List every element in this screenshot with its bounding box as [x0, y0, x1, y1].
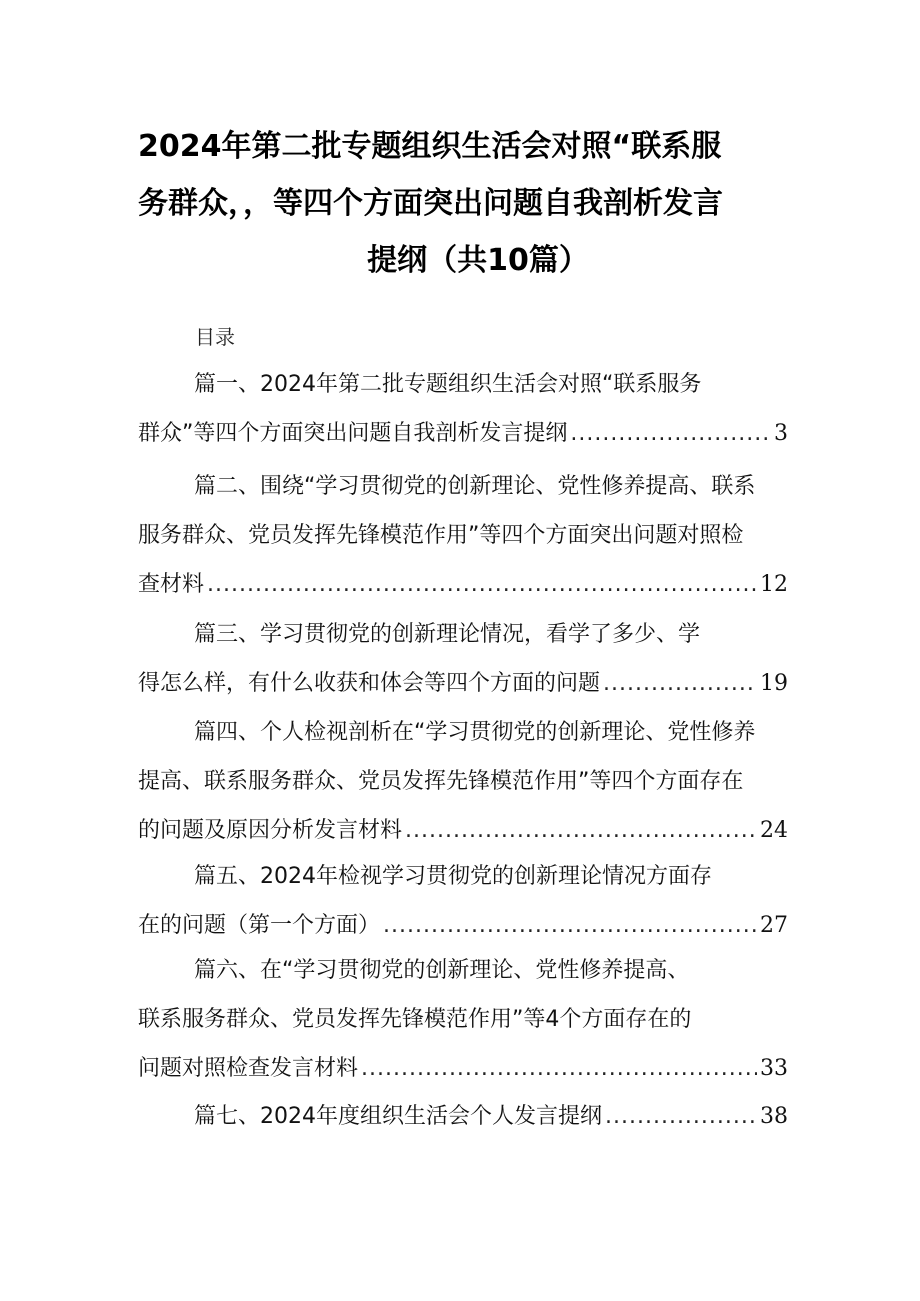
toc-heading: 目录 [195, 325, 235, 349]
title-line-2: 务群众，，等四个方面突出问题自我剖析发言 [138, 186, 723, 221]
toc-entry-text: 在的问题（第一个方面） [138, 913, 381, 938]
toc-entry-text: 篇二、围绕“学习贯彻党的创新理论、党性修养提高、联系 [194, 474, 756, 499]
toc-entry-text: 篇五、2024年检视学习贯彻党的创新理论情况方面存 [194, 864, 712, 889]
page-number: 3 [774, 421, 788, 446]
leader-dots [383, 901, 757, 950]
toc-entry-last-line [138, 901, 788, 950]
toc-entry-last-line [138, 1044, 788, 1093]
page-number: 24 [760, 818, 788, 843]
toc-entry-2[interactable] [138, 462, 788, 609]
page-number: 33 [760, 1056, 788, 1081]
page-number: 38 [760, 1104, 788, 1129]
toc-entry-text: 篇一、2024年第二批专题组织生活会对照“联系服务 [194, 372, 702, 397]
toc-entry-text: 联系服务群众、党员发挥先锋模范作用”等4个方面存在的 [138, 1007, 692, 1032]
leader-dots [207, 560, 757, 609]
toc-entry-text: 群众”等四个方面突出问题自我剖析发言提纲 [138, 421, 568, 446]
toc-entry-text: 提高、联系服务群众、党员发挥先锋模范作用”等四个方面存在 [138, 769, 744, 794]
leader-dots [605, 1092, 757, 1141]
leader-dots [603, 659, 757, 708]
toc-entry-7[interactable] [138, 1092, 788, 1141]
toc-entry-last-line [138, 806, 788, 855]
toc-entry-text: 篇七、2024年度组织生活会个人发言提纲 [194, 1104, 602, 1129]
toc-entry-6[interactable] [138, 946, 788, 1093]
title-line-1: 2024年第二批专题组织生活会对照“联系服 [138, 129, 722, 164]
toc-entry-text: 的问题及原因分析发言材料 [138, 818, 403, 843]
toc-entry-last-line [138, 409, 788, 458]
page-number: 27 [760, 913, 788, 938]
toc-entry-text: 篇三、学习贯彻党的创新理论情况，看学了多少、学 [194, 622, 701, 647]
title-line-3: 提纲（共10篇） [367, 243, 589, 278]
toc-entry-3[interactable] [138, 610, 788, 708]
leader-dots [570, 409, 771, 458]
toc-entry-last-line [138, 659, 788, 708]
toc-entry-text: 篇四、个人检视剖析在“学习贯彻党的创新理论、党性修养 [194, 720, 756, 745]
toc-entry-last-line [138, 1092, 788, 1141]
toc-entry-text: 篇六、在“学习贯彻党的创新理论、党性修养提高、 [194, 958, 690, 983]
toc-entry-5[interactable] [138, 852, 788, 950]
toc-entry-text: 服务群众、党员发挥先锋模范作用”等四个方面突出问题对照检 [138, 523, 744, 548]
toc-entry-text: 得怎么样，有什么收获和体会等四个方面的问题 [138, 671, 601, 696]
leader-dots [361, 1044, 757, 1093]
page-number: 19 [760, 671, 788, 696]
toc-entry-1[interactable] [138, 360, 788, 458]
toc-entry-text: 问题对照检查发言材料 [138, 1056, 359, 1081]
page-number: 12 [760, 572, 788, 597]
toc-entry-text: 查材料 [138, 572, 205, 597]
document-title [138, 118, 788, 289]
toc-entry-last-line [138, 560, 788, 609]
toc-entry-4[interactable] [138, 708, 788, 855]
leader-dots [405, 806, 757, 855]
